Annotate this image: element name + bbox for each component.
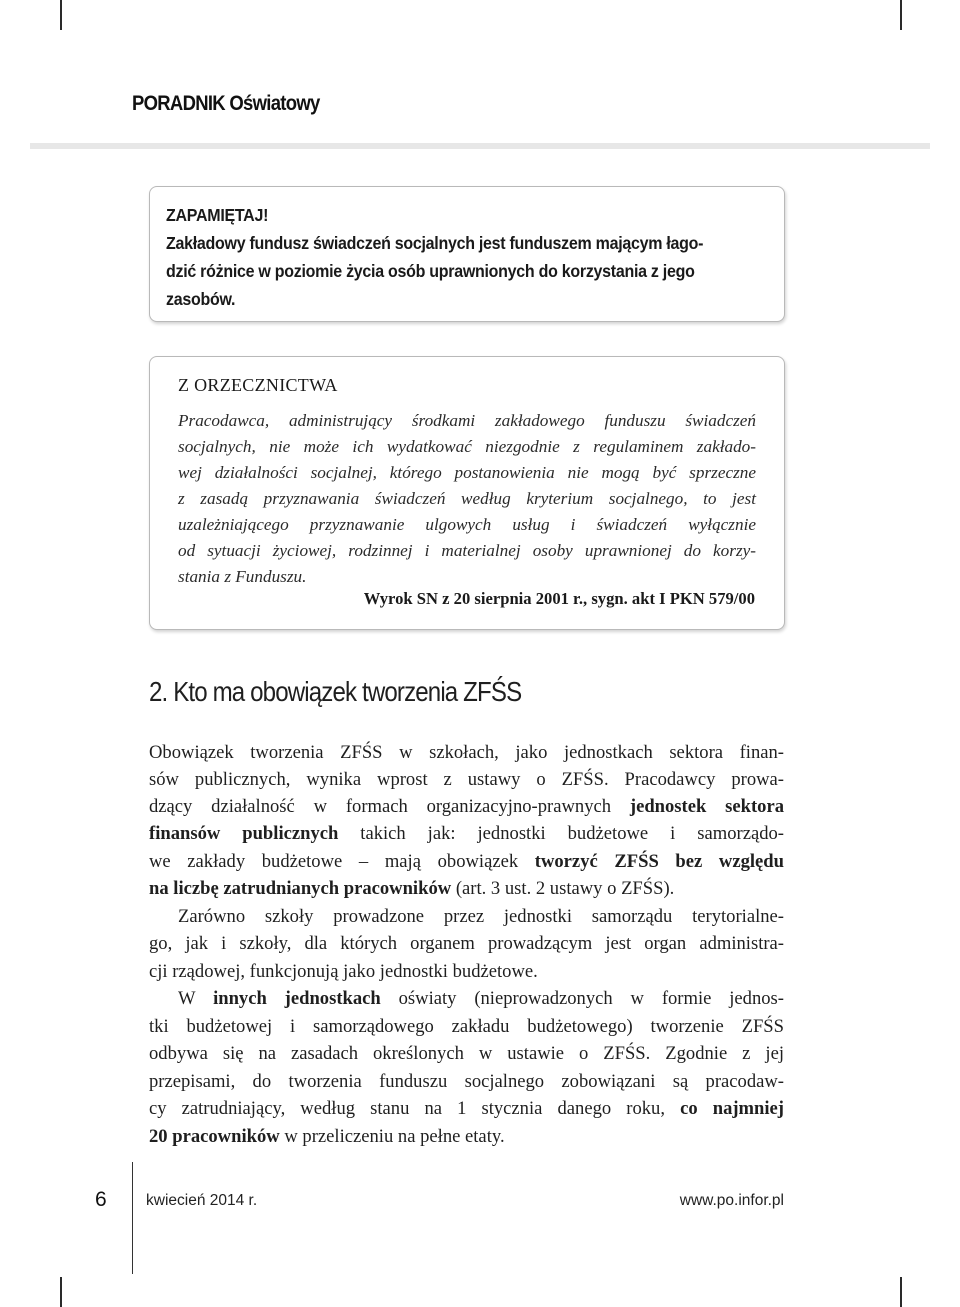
crop-mark-bottom-left [60,1277,62,1307]
bold-phrase: na liczbę zatrudnianych pracowników [149,878,452,899]
bold-phrase: finansów publicznych [149,823,339,844]
case-law-line: socjalnych, nie może ich wydatkować niezgodnie z regulaminem zakłado- [178,437,756,456]
crop-mark-top-left [60,0,62,30]
header-title: PORADNIK Oświatowy [132,92,320,115]
paragraph-line: odbywa się na zasadach określonych w ustawie o ZFŚS. Zgodnie z jej [149,1043,784,1064]
remember-line: zasobów. [166,289,236,309]
remember-line: dzić różnice w poziomie życia osób uprawnionych do korzystania z jego [166,261,695,281]
case-law-line: stania z Funduszu. [178,567,307,586]
case-law-heading: Z ORZECZNICTWA [178,375,338,395]
paragraph-line: dzący działalność w formach organizacyjno-prawnych jednostek sektora [149,796,784,817]
bold-phrase: 20 pracowników [149,1126,280,1147]
crop-mark-bottom-right [900,1277,902,1307]
paragraph-line: finansów publicznych takich jak: jednostki budżetowe i samorządo- [149,823,784,844]
bold-phrase: co najmniej [680,1098,784,1119]
paragraph-line: sów publicznych, wynika wprost z ustawy o ZFŚS. Pracodawcy prowa- [149,769,784,790]
bold-phrase: tworzyć ZFŚS bez względu [534,851,784,872]
paragraph-line: go, jak i szkoły, dla których organem prowadzącym jest organ administra- [149,933,784,954]
paragraph-line: we zakłady budżetowe – mają obowiązek tworzyć ZFŚS bez względu [149,851,784,872]
footer-url: www.po.infor.pl [679,1192,784,1209]
paragraph-line: 20 pracowników w przeliczeniu na pełne etaty. [149,1126,505,1147]
case-law-citation: Wyrok SN z 20 sierpnia 2001 r., sygn. akt I PKN 579/00 [363,589,755,608]
case-law-line: od sytuacji życiowej, rodzinnej i materialnej osoby uprawnionej do korzy- [178,541,756,560]
case-law-line: wej działalności socjalnej, którego postanowienia nie mogą być sprzeczne [178,463,756,482]
header-divider [30,143,930,149]
paragraph-line: W innych jednostkach oświaty (nieprowadzonych w formie jednos- [178,988,784,1009]
paragraph-line: Obowiązek tworzenia ZFŚS w szkołach, jako jednostkach sektora finan- [149,742,784,763]
case-law-line: z zasadą przyznawania świadczeń według kryterium socjalnego, to jest [178,489,756,508]
section-title: 2. Kto ma obowiązek tworzenia ZFŚS [149,676,522,707]
paragraph-line: Zarówno szkoły prowadzone przez jednostki samorządu terytorialne- [178,906,784,927]
footer-divider [132,1162,133,1274]
footer-date: kwiecień 2014 r. [146,1192,258,1209]
remember-label: ZAPAMIĘTAJ! [166,205,269,225]
bold-phrase: jednostek sektora [629,796,784,817]
case-law-line: Pracodawca, administrujący środkami zakładowego funduszu świadczeń [178,411,756,430]
case-law-line: uzależniającego przyznawanie ulgowych usług i świadczeń wyłącznie [178,515,756,534]
paragraph-line: na liczbę zatrudnianych pracowników (art. 3 ust. 2 ustawy o ZFŚS). [149,878,675,899]
bold-phrase: innych jednostkach [213,988,381,1009]
page-number: 6 [95,1188,107,1211]
paragraph-line: tki budżetowej i samorządowego zakładu budżetowego) tworzenie ZFŚS [149,1016,784,1037]
crop-mark-top-right [900,0,902,30]
remember-line: Zakładowy fundusz świadczeń socjalnych jest funduszem mającym łago- [166,233,704,253]
paragraph-line: cji rządowej, funkcjonują jako jednostki budżetowe. [149,961,538,982]
paragraph-line: przepisami, do tworzenia funduszu socjalnego zobowiązani są pracodaw- [149,1071,784,1092]
paragraph-line: cy zatrudniający, według stanu na 1 stycznia danego roku, co najmniej [149,1098,784,1119]
